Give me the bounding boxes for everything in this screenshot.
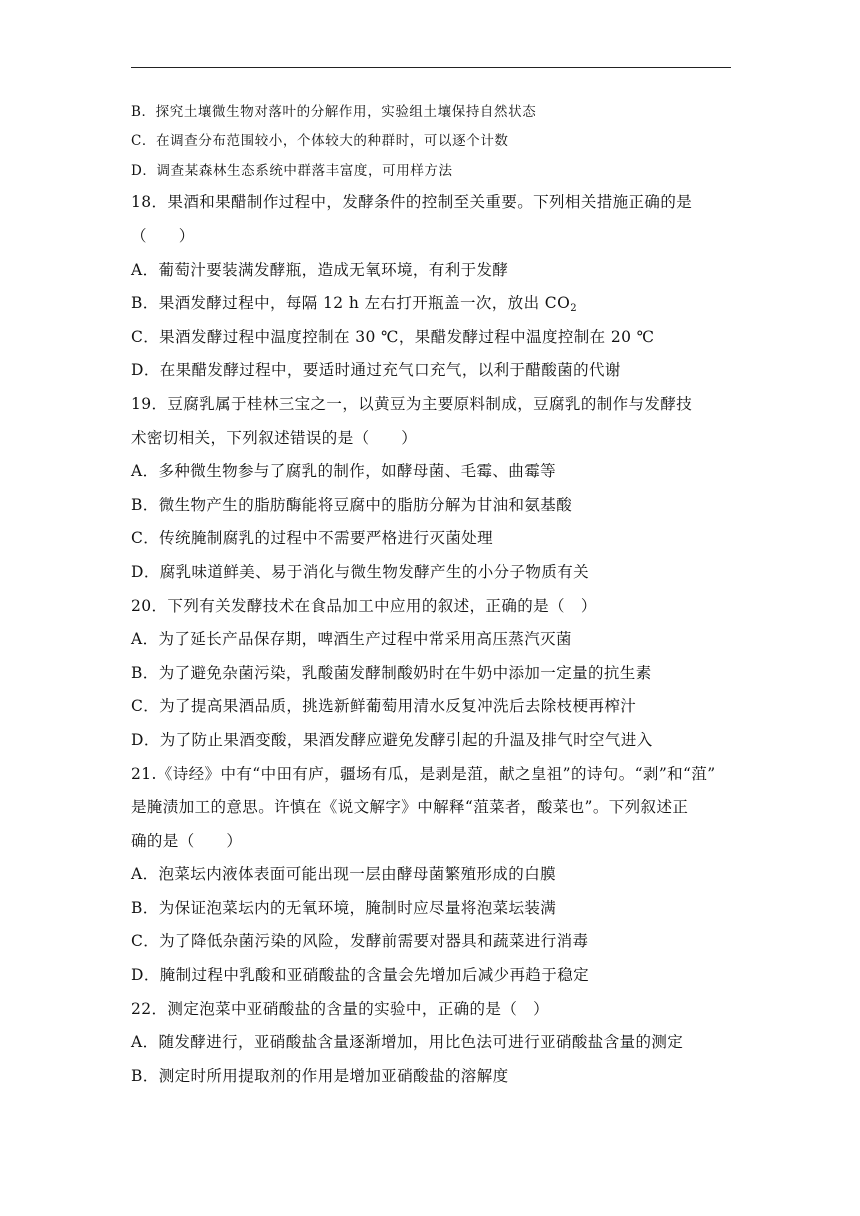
option-20-b: B．为了避免杂菌污染，乳酸菌发酵制酸奶时在牛奶中添加一定量的抗生素 bbox=[131, 663, 652, 682]
option-20-d: D．为了防止果酒变酸，果酒发酵应避免发酵引起的升温及排气时空气进入 bbox=[131, 730, 653, 749]
option-19-d: D．腐乳味道鲜美、易于消化与微生物发酵产生的小分子物质有关 bbox=[131, 562, 590, 581]
question-17-continued-options bbox=[131, 98, 731, 186]
option-20-c: C．为了提高果酒品质，挑选新鲜葡萄用清水反复冲洗后去除枝梗再榨汁 bbox=[131, 697, 637, 716]
question-21-stem-line-2: 是腌渍加工的意思。许慎在《说文解字》中解释“菹菜者，酸菜也”。下列叙述正 bbox=[131, 798, 689, 817]
question-21 bbox=[131, 758, 731, 993]
exam-page-content bbox=[131, 98, 731, 1093]
question-19 bbox=[131, 388, 731, 590]
option-17-d: D．调查某森林生态系统中群落丰富度，可用样方法 bbox=[131, 162, 453, 179]
question-21-stem-line-1: 21.《诗经》中有“中田有庐，疆场有瓜，是剥是菹，献之皇祖”的诗句。“剥”和“菹” bbox=[131, 764, 716, 783]
option-22-a: A．随发酵进行，亚硝酸盐含量逐渐增加，用比色法可进行亚硝酸盐含量的测定 bbox=[131, 1033, 684, 1052]
question-19-stem-line-1: 19．豆腐乳属于桂林三宝之一，以黄豆为主要原料制成，豆腐乳的制作与发酵技 bbox=[131, 394, 693, 413]
option-22-b: B．测定时所用提取剂的作用是增加亚硝酸盐的溶解度 bbox=[131, 1066, 509, 1085]
option-21-b: B．为保证泡菜坛内的无氧环境，腌制时应尽量将泡菜坛装满 bbox=[131, 898, 557, 917]
option-17-b: B．探究土壤微生物对落叶的分解作用，实验组土壤保持自然状态 bbox=[131, 104, 537, 120]
option-18-d: D．在果醋发酵过程中，要适时通过充气口充气，以利于醋酸菌的代谢 bbox=[131, 361, 621, 380]
option-18-a: A．葡萄汁要装满发酵瓶，造成无氧环境，有利于发酵 bbox=[131, 260, 509, 279]
option-18-b bbox=[131, 287, 731, 321]
option-18-b-text: B．果酒发酵过程中，每隔 12 h 左右打开瓶盖一次，放出 CO bbox=[131, 294, 571, 313]
question-20 bbox=[131, 590, 731, 758]
option-18-c: C．果酒发酵过程中温度控制在 30 ℃，果醋发酵过程中温度控制在 20 ℃ bbox=[131, 327, 655, 346]
question-18 bbox=[131, 186, 731, 388]
question-22 bbox=[131, 993, 731, 1094]
option-19-c: C．传统腌制腐乳的过程中不需要严格进行灭菌处理 bbox=[131, 529, 494, 548]
question-18-stem-line-1: 18．果酒和果醋制作过程中，发酵条件的控制至关重要。下列相关措施正确的是 bbox=[131, 193, 693, 212]
option-21-c: C．为了降低杂菌污染的风险，发酵前需要对器具和蔬菜进行消毒 bbox=[131, 932, 589, 951]
option-20-a: A．为了延长产品保存期，啤酒生产过程中常采用高压蒸汽灭菌 bbox=[131, 630, 572, 649]
question-22-stem-line-1: 22．测定泡菜中亚硝酸盐的含量的实验中，正确的是（ ） bbox=[131, 999, 550, 1018]
question-20-stem-line-1: 20．下列有关发酵技术在食品加工中应用的叙述，正确的是（ ） bbox=[131, 596, 597, 615]
header-rule bbox=[131, 67, 731, 68]
option-21-a: A．泡菜坛内液体表面可能出现一层由酵母菌繁殖形成的白膜 bbox=[131, 865, 556, 884]
option-19-a: A．多种微生物参与了腐乳的制作，如酵母菌、毛霉、曲霉等 bbox=[131, 462, 556, 481]
option-17-c: C．在调查分布范围较小，个体较大的种群时，可以逐个计数 bbox=[131, 133, 509, 149]
question-18-stem-line-2: （ ） bbox=[131, 227, 195, 245]
option-21-d: D．腌制过程中乳酸和亚硝酸盐的含量会先增加后减少再趋于稳定 bbox=[131, 966, 590, 985]
question-21-stem-line-3: 确的是（ ） bbox=[131, 831, 243, 850]
question-19-stem-line-2: 术密切相关，下列叙述错误的是（ ） bbox=[131, 428, 418, 447]
co2-subscript: 2 bbox=[570, 303, 577, 315]
option-19-b: B．微生物产生的脂肪酶能将豆腐中的脂肪分解为甘油和氨基酸 bbox=[131, 495, 573, 514]
